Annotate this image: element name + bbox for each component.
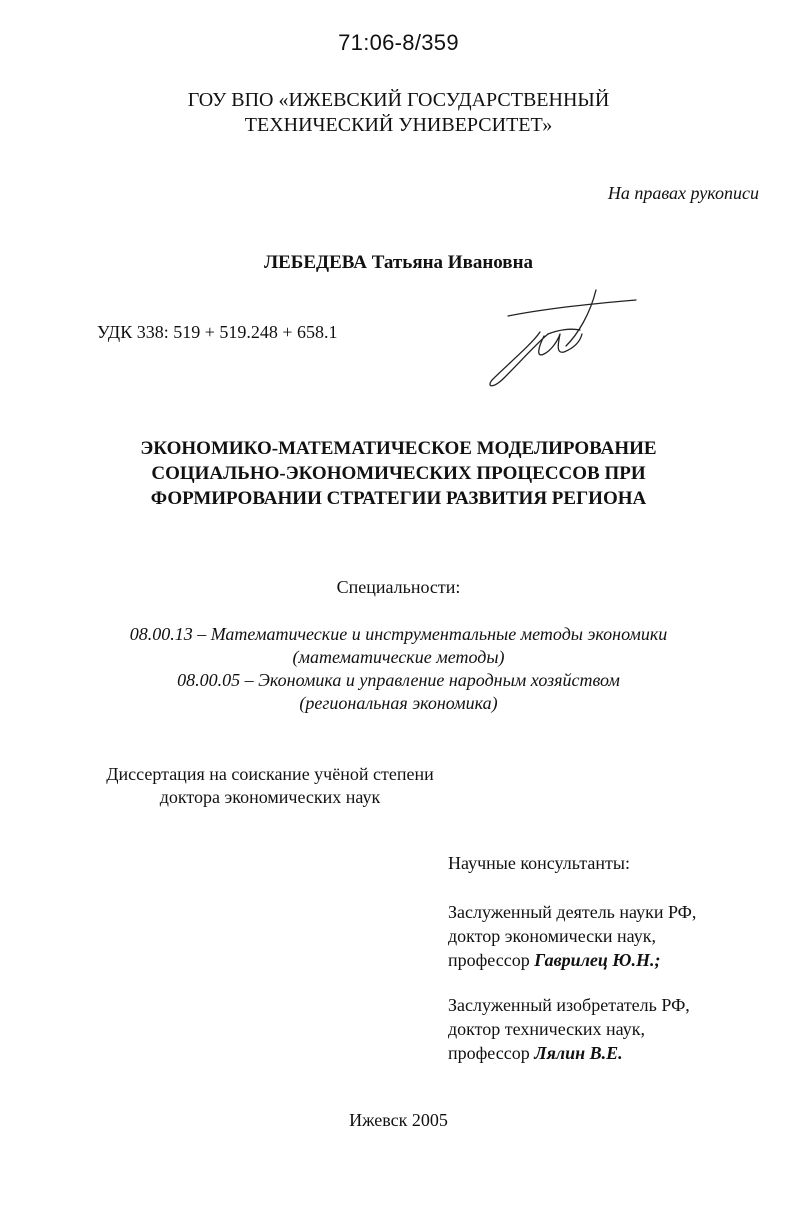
title-line-1: ЭКОНОМИКО-МАТЕМАТИЧЕСКОЕ МОДЕЛИРОВАНИЕ — [140, 438, 657, 459]
degree-line-2: доктора экономических наук — [159, 787, 381, 807]
consultant-name-line — [448, 1041, 690, 1065]
manuscript-note: На правах рукописи — [607, 183, 759, 203]
title-line-3: ФОРМИРОВАНИИ СТРАТЕГИИ РАЗВИТИЯ РЕГИОНА — [150, 488, 647, 509]
dissertation-title — [0, 436, 797, 511]
udk-code: УДК 338: 519 + 519.248 + 658.1 — [97, 322, 338, 342]
title-line-2: СОЦИАЛЬНО-ЭКОНОМИЧЕСКИХ ПРОЦЕССОВ ПРИ — [151, 463, 646, 484]
consultant-name: Гаврилец Ю.Н. — [534, 950, 655, 970]
specialties-heading: Специальности: — [336, 577, 461, 597]
author-name: ЛЕБЕДЕВА Татьяна Ивановна — [263, 252, 534, 273]
consultant-name-line — [448, 948, 696, 972]
consultant-title: профессор — [448, 1043, 535, 1063]
specialty-line: (математические методы) — [292, 647, 505, 667]
catalog-number: 71:06-8/359 — [338, 30, 459, 55]
consultant-entry — [448, 993, 690, 1065]
consultant-suffix: ; — [654, 950, 661, 970]
consultant-honor: Заслуженный изобретатель РФ, — [448, 995, 690, 1015]
consultant-title: профессор — [448, 950, 535, 970]
consultant-degree: доктор технических наук, — [448, 1019, 645, 1039]
institution-name — [0, 88, 797, 138]
degree-statement — [90, 763, 450, 809]
specialty-line: 08.00.13 – Математические и инструментальные методы экономики — [129, 624, 668, 644]
specialty-line: 08.00.05 – Экономика и управление народным хозяйством — [177, 670, 620, 690]
consultant-entry — [448, 900, 696, 972]
consultant-honor: Заслуженный деятель науки РФ, — [448, 902, 697, 922]
institution-line-1: ГОУ ВПО «ИЖЕВСКИЙ ГОСУДАРСТВЕННЫЙ — [187, 89, 610, 111]
consultant-degree: доктор экономически наук, — [448, 926, 656, 946]
author-signature — [478, 284, 648, 394]
consultants-heading: Научные консультанты: — [448, 853, 630, 873]
consultant-name: Лялин В.Е. — [534, 1043, 623, 1063]
specialties-list — [0, 623, 797, 715]
place-and-year: Ижевск 2005 — [349, 1110, 448, 1130]
degree-line-1: Диссертация на соискание учёной степени — [106, 764, 434, 784]
institution-line-2: ТЕХНИЧЕСКИЙ УНИВЕРСИТЕТ» — [244, 114, 553, 136]
specialty-line: (региональная экономика) — [299, 693, 498, 713]
